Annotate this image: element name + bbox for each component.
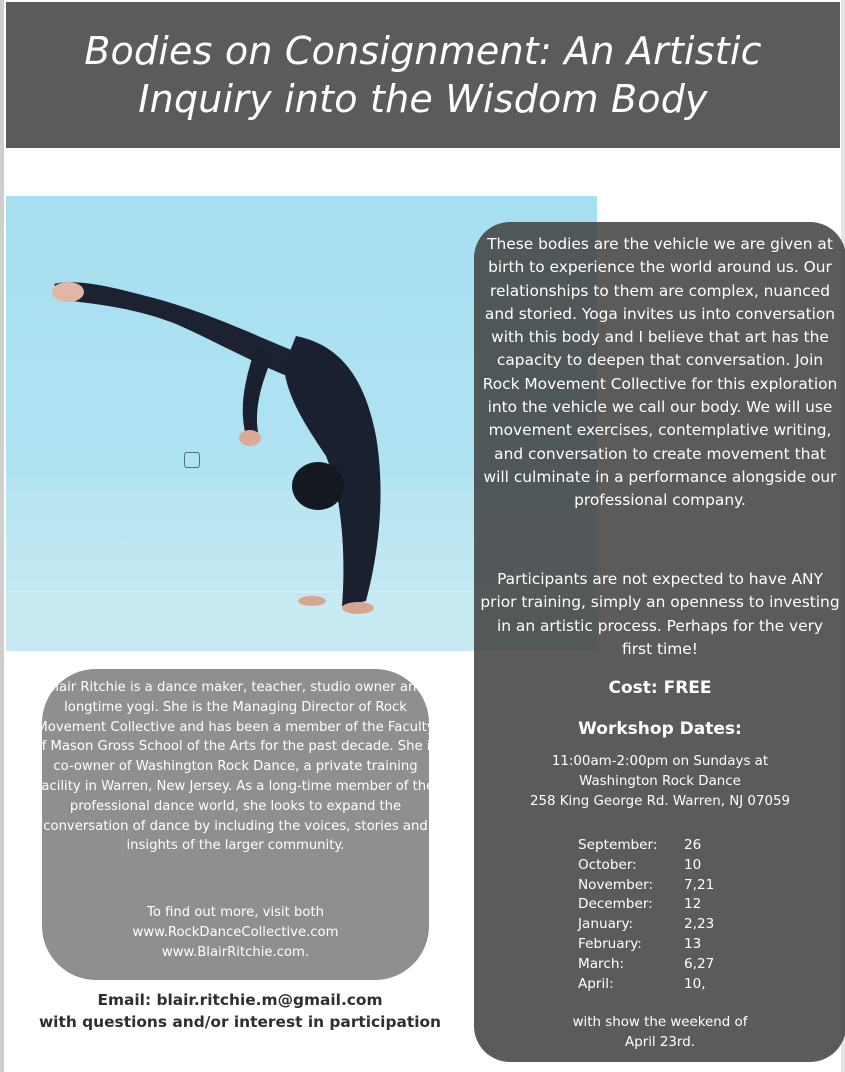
title-line-1: Bodies on Consignment: An Artistic [84, 29, 762, 73]
schedule-month: April: [578, 975, 614, 992]
schedule-days: 2,23 [684, 916, 715, 933]
workshop-venue: Washington Rock Dance [579, 774, 741, 789]
title-banner [6, 2, 840, 148]
dancer-arm [243, 346, 274, 436]
dancer-foot [52, 282, 84, 302]
workshop-address: 258 King George Rd. Warren, NJ 07059 [529, 794, 791, 809]
schedule-days: 26 [684, 837, 702, 853]
schedule-row [578, 955, 778, 975]
schedule-days: 7,21 [684, 876, 715, 893]
schedule-days: 6,27 [684, 955, 715, 972]
participants-note: Participants are not expected to have ANY prior training, simply an openness to investing in an artistic process. Perhaps for the very first time! [480, 570, 840, 658]
contact-info [20, 989, 460, 1033]
workshop-location [480, 752, 840, 812]
schedule-month: December: [578, 896, 653, 913]
schedule-days: 12 [684, 896, 702, 913]
dancer-support-hand [342, 602, 374, 614]
flyer-title [84, 27, 762, 123]
schedule-month: September: [578, 837, 658, 853]
find-out-more-label: To find out more, visit both [147, 905, 324, 920]
show-line-2: April 23rd. [625, 1035, 695, 1050]
schedule-days: 10 [684, 856, 702, 873]
schedule-row [578, 975, 778, 995]
title-line-2: Inquiry into the Wisdom Body [138, 77, 708, 121]
cost-label: Cost: FREE [608, 678, 712, 698]
workshop-description: These bodies are the vehicle we are given at birth to experience the world around us. Our relationships to them are complex, nuanced and storied. Yoga invites us into conversation with this body and I believe that art has the capacity to deepen that conversation. Join Rock Movement Collective for this exploration into the vehicle we call our body. We will use movement exercises, contemplative writing, and conversation to create movement that will culminate in a performance alongside our professional company. [482, 235, 838, 510]
schedule-month: October: [578, 856, 637, 873]
workshop-time: 11:00am-2:00pm on Sundays at [551, 754, 769, 769]
schedule-row [578, 856, 778, 876]
show-line-1: with show the weekend of [572, 1015, 748, 1030]
schedule-month: February: [578, 935, 642, 952]
show-note [480, 1013, 840, 1053]
schedule-days: 13 [684, 935, 702, 952]
page-edge-left [0, 0, 4, 1072]
schedule-month: March: [578, 955, 625, 972]
website-link-rock-dance[interactable]: www.RockDanceCollective.com [132, 924, 339, 940]
schedule-month: January: [578, 916, 634, 933]
find-out-more [32, 903, 439, 962]
website-link-blair-ritchie[interactable]: www.BlairRitchie.com. [161, 944, 310, 960]
contact-email[interactable]: Email: blair.ritchie.m@gmail.com [97, 991, 383, 1009]
schedule-row [578, 895, 778, 915]
dancer-support-foot [298, 596, 326, 606]
contact-note: with questions and/or interest in participation [38, 1013, 442, 1031]
workshop-schedule [578, 836, 778, 994]
schedule-row [578, 915, 778, 935]
dancer-head [292, 462, 344, 510]
bio-panel [33, 669, 438, 980]
dancer-hand [239, 430, 261, 446]
dancer-raised-leg [54, 282, 318, 386]
schedule-row [578, 876, 778, 896]
schedule-month: November: [578, 876, 654, 893]
schedule-row [578, 836, 778, 856]
bio-text: Blair Ritchie is a dance maker, teacher, studio owner and longtime yogi. She is the Managing Director of Rock Movement Collective and has been a member of the Faculty of Mason Gross School of the Arts for the past decade. She is co-owner of Washington Rock Dance, a private training facility in Warren, New Jersey. As a long-time member of the professional dance world, she looks to expand the conversation of dance by including the voices, stories and insights of the larger community. [33, 680, 438, 854]
schedule-days: 10, [684, 975, 706, 992]
distant-bird [184, 452, 200, 468]
workshop-dates-heading: Workshop Dates: [578, 719, 742, 739]
description-panel [474, 222, 845, 1062]
schedule-row [578, 935, 778, 955]
